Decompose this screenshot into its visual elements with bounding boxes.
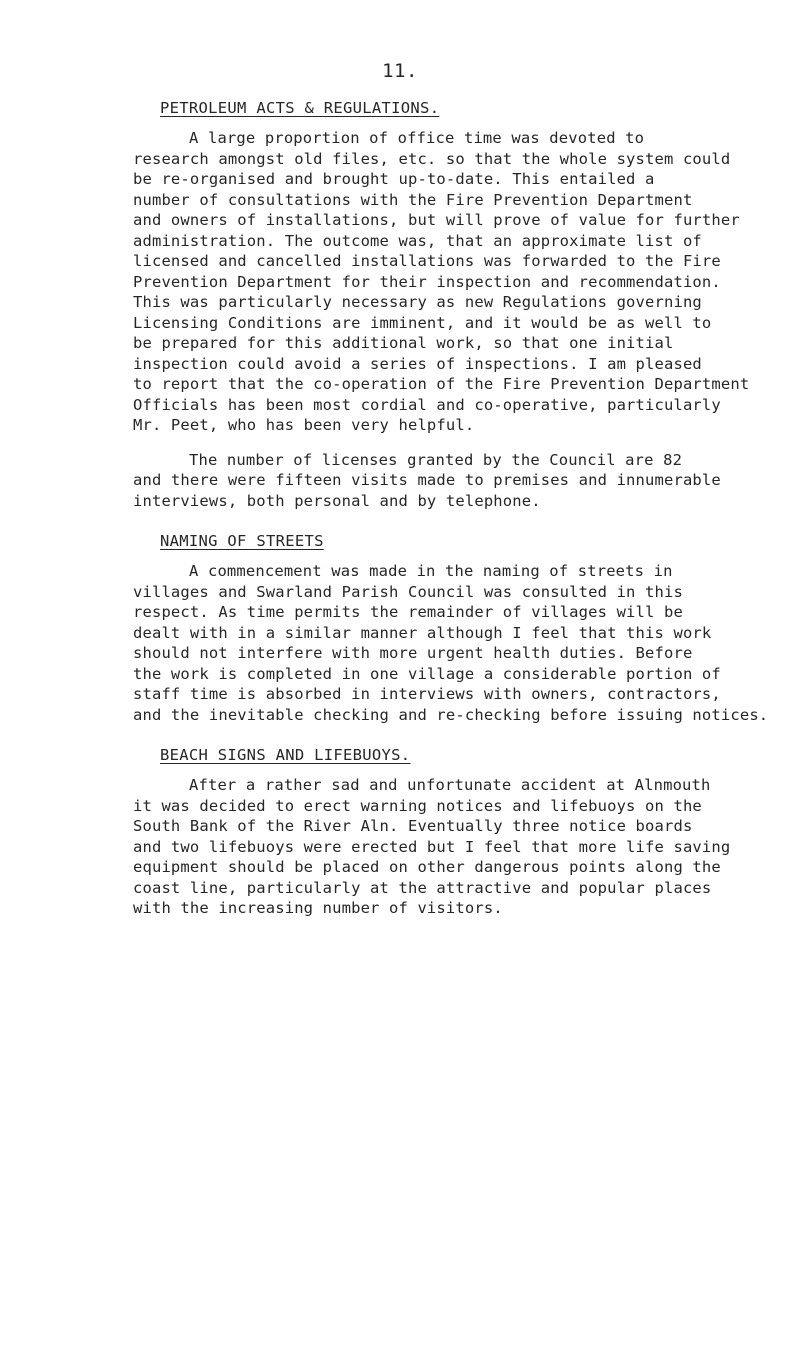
text-line: administration. The outcome was, that an approximate list of — [133, 231, 702, 250]
text-line: should not interfere with more urgent health duties. Before — [133, 644, 693, 662]
section-heading: BEACH SIGNS AND LIFEBUOYS. — [160, 746, 411, 764]
text-line: respect. As time permits the remainder of villages will be — [133, 603, 683, 621]
paragraph — [133, 561, 790, 725]
paragraph — [133, 450, 790, 512]
text-line: to report that the co-operation of the Fire Prevention Department — [133, 375, 750, 393]
section-petroleum-acts — [133, 98, 790, 511]
text-line: equipment should be placed on other dangerous points along the — [133, 858, 721, 876]
text-line: and two lifebuoys were erected but I feel that more life saving — [133, 837, 731, 856]
section-heading: NAMING OF STREETS — [160, 532, 324, 550]
text-line: A commencement was made in the naming of streets in — [189, 562, 673, 580]
paragraph — [133, 775, 790, 919]
text-line: Mr. Peet, who has been very helpful. — [133, 416, 475, 434]
text-line: villages and Swarland Parish Council was consulted in this — [133, 582, 683, 601]
text-line: This was particularly necessary as new Regulations governing — [133, 293, 702, 311]
text-line: After a rather sad and unfortunate accident at Alnmouth — [189, 776, 711, 794]
text-line: Licensing Conditions are imminent, and it would be as well to — [133, 313, 712, 332]
text-line: Prevention Department for their inspection and recommendation. — [133, 272, 721, 291]
document-body — [133, 98, 790, 933]
text-line: research amongst old files, etc. so that the whole system could — [133, 149, 731, 168]
section-heading: PETROLEUM ACTS & REGULATIONS. — [160, 99, 440, 117]
paragraph — [133, 128, 790, 436]
text-line: dealt with in a similar manner although I feel that this work — [133, 623, 712, 642]
text-line: inspection could avoid a series of inspections. I am pleased — [133, 354, 702, 373]
text-line: coast line, particularly at the attractive and popular places — [133, 878, 712, 897]
text-line: be re-organised and brought up-to-date. This entailed a — [133, 170, 655, 188]
text-line: and there were fifteen visits made to premises and innumerable — [133, 471, 721, 489]
text-line: Officials has been most cordial and co-operative, particularly — [133, 395, 721, 414]
text-line: licensed and cancelled installations was forwarded to the Fire — [133, 252, 721, 270]
text-line: The number of licenses granted by the Council are 82 — [189, 450, 683, 469]
section-beach-signs-and-lifebuoys — [133, 745, 790, 919]
text-line: be prepared for this additional work, so that one initial — [133, 334, 674, 352]
text-line: interviews, both personal and by telephone. — [133, 491, 541, 510]
text-line: number of consultations with the Fire Prevention Department — [133, 190, 693, 209]
section-naming-of-streets — [133, 531, 790, 725]
text-line: and the inevitable checking and re-checking before issuing notices. — [133, 705, 769, 724]
text-line: A large proportion of office time was devoted to — [189, 129, 645, 147]
text-line: with the increasing number of visitors. — [133, 899, 503, 917]
text-line: and owners of installations, but will prove of value for further — [133, 211, 740, 229]
text-line: staff time is absorbed in interviews with owners, contractors, — [133, 685, 721, 703]
text-line: the work is completed in one village a considerable portion of — [133, 664, 721, 683]
page-number: 11. — [382, 60, 418, 82]
text-line: South Bank of the River Aln. Eventually three notice boards — [133, 817, 693, 835]
text-line: it was decided to erect warning notices and lifebuoys on the — [133, 796, 702, 815]
